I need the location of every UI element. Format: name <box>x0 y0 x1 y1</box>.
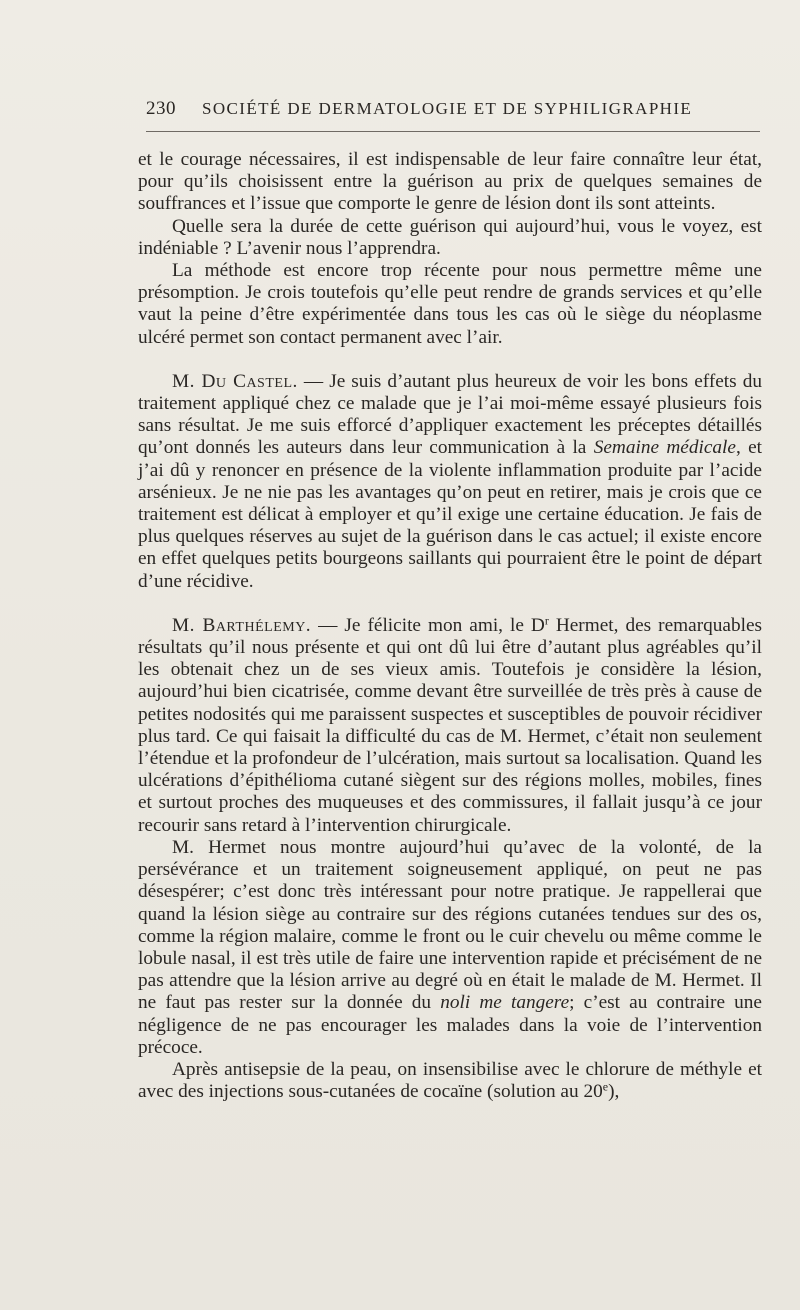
text-run: ), <box>608 1081 620 1103</box>
journal-title: Semaine médicale <box>593 437 736 459</box>
latin-phrase: noli me tangere <box>440 992 570 1014</box>
paragraph: Quelle sera la durée de cette guérison qui aujourd’hui, vous le voyez, est indéniable ? L’avenir nous l’apprendra. <box>138 215 762 259</box>
paragraph: et le courage nécessaires, il est indispensable de leur faire connaître leur état, pour qu’ils choisissent entre la guérison au prix de quelques semaines de souffrances et l’issue que comporte le genre de lésion dont ils sont atteints. <box>138 149 762 215</box>
text-run: , et j’ai dû y renoncer en présence de la violente inflammation produite par l’acide arsénieux. Je ne nie pas les avantages qu’on peut en retirer, mais je crois que ce traitement est délicat à employer et qu’il exige une certaine éducation. Je fais de plus quelques réserves au sujet de la guérison dans le cas actuel; il existe encore en effet quelques petits bourgeons saillants qui pourraient être le point de départ d’une récidive. <box>138 437 762 592</box>
text-run: ; c’est au contraire une négligence de ne pas encourager les malades dans la voie de l’intervention précoce. <box>138 992 762 1058</box>
header-rule <box>146 131 760 132</box>
body-text <box>138 149 762 1103</box>
speaker-name: M. Du Castel. <box>172 370 298 392</box>
speaker-name: M. Barthélemy. <box>172 614 312 636</box>
running-title: SOCIÉTÉ DE DERMATOLOGIE ET DE SYPHILIGRAPHIE <box>202 99 693 118</box>
superscript: r <box>544 613 549 628</box>
text-run: Hermet, des remarquables résultats qu’il nous présente et qui ont dû lui être d’autant plus agréables qu’il les obtenait chez un de ses vieux amis. Toutefois je considère la lésion, aujourd’hui bien cicatrisée, comme devant être surveillée de très près à cause de petites nodosités qui me paraissent suspectes et susceptibles de pouvoir récidiver plus tard. Ce qui faisait la difficulté du cas de M. Hermet, c’était non seulement l’étendue et la profondeur de l’ulcération, mais surtout sa localisation. Quand les ulcérations d’épithélioma cutané siègent sur des régions molles, mobiles, fines et surtout proches des muqueuses et des commissures, il fallait jusqu’à ce jour recourir sans retard à l’intervention chirurgicale. <box>138 614 763 836</box>
running-header <box>146 98 760 126</box>
paragraph <box>138 837 762 1059</box>
text-run: — Je félicite mon ami, le D <box>311 614 545 636</box>
paragraph-barthelemy <box>138 615 762 837</box>
paragraph <box>138 1059 762 1103</box>
text-run: Après antisepsie de la peau, on insensibilise avec le chlorure de méthyle et avec des injections sous-cutanées de cocaïne (solution au 20 <box>138 1058 762 1103</box>
paragraph-du-castel <box>138 371 762 593</box>
page-number: 230 <box>146 98 176 119</box>
superscript: e <box>602 1079 609 1094</box>
paragraph: La méthode est encore trop récente pour nous permettre même une présomption. Je crois toutefois qu’elle peut rendre de grands services et qu’elle vaut la peine d’être expérimentée dans tous les cas où le siège du néoplasme ulcéré permet son contact permanent avec l’air. <box>138 260 762 348</box>
text-run: M. Hermet nous montre aujourd’hui qu’avec de la volonté, de la persévérance et un traitement soigneusement appliqué, on peut ne pas désespérer; c’est donc très intéressant pour notre pratique. Je rappellerai que quand la lésion siège au contraire sur des régions cutanées tendues sur des os, comme la région malaire, comme le front ou le cuir chevelu ou même comme le lobule nasal, il est très utile de faire une intervention rapide et précisément de ne pas attendre que la lésion arrive au degré où en était le malade de M. Hermet. Il ne faut pas rester sur la donnée du <box>138 836 762 1014</box>
text-run: — Je suis d’autant plus heureux de voir les bons effets du traitement appliqué chez ce malade que je l’ai moi-même essayé plusieurs fois sans résultat. Je me suis efforcé d’appliquer exactement les préceptes détaillés qu’ont donnés les auteurs dans leur communication à la <box>138 370 762 459</box>
